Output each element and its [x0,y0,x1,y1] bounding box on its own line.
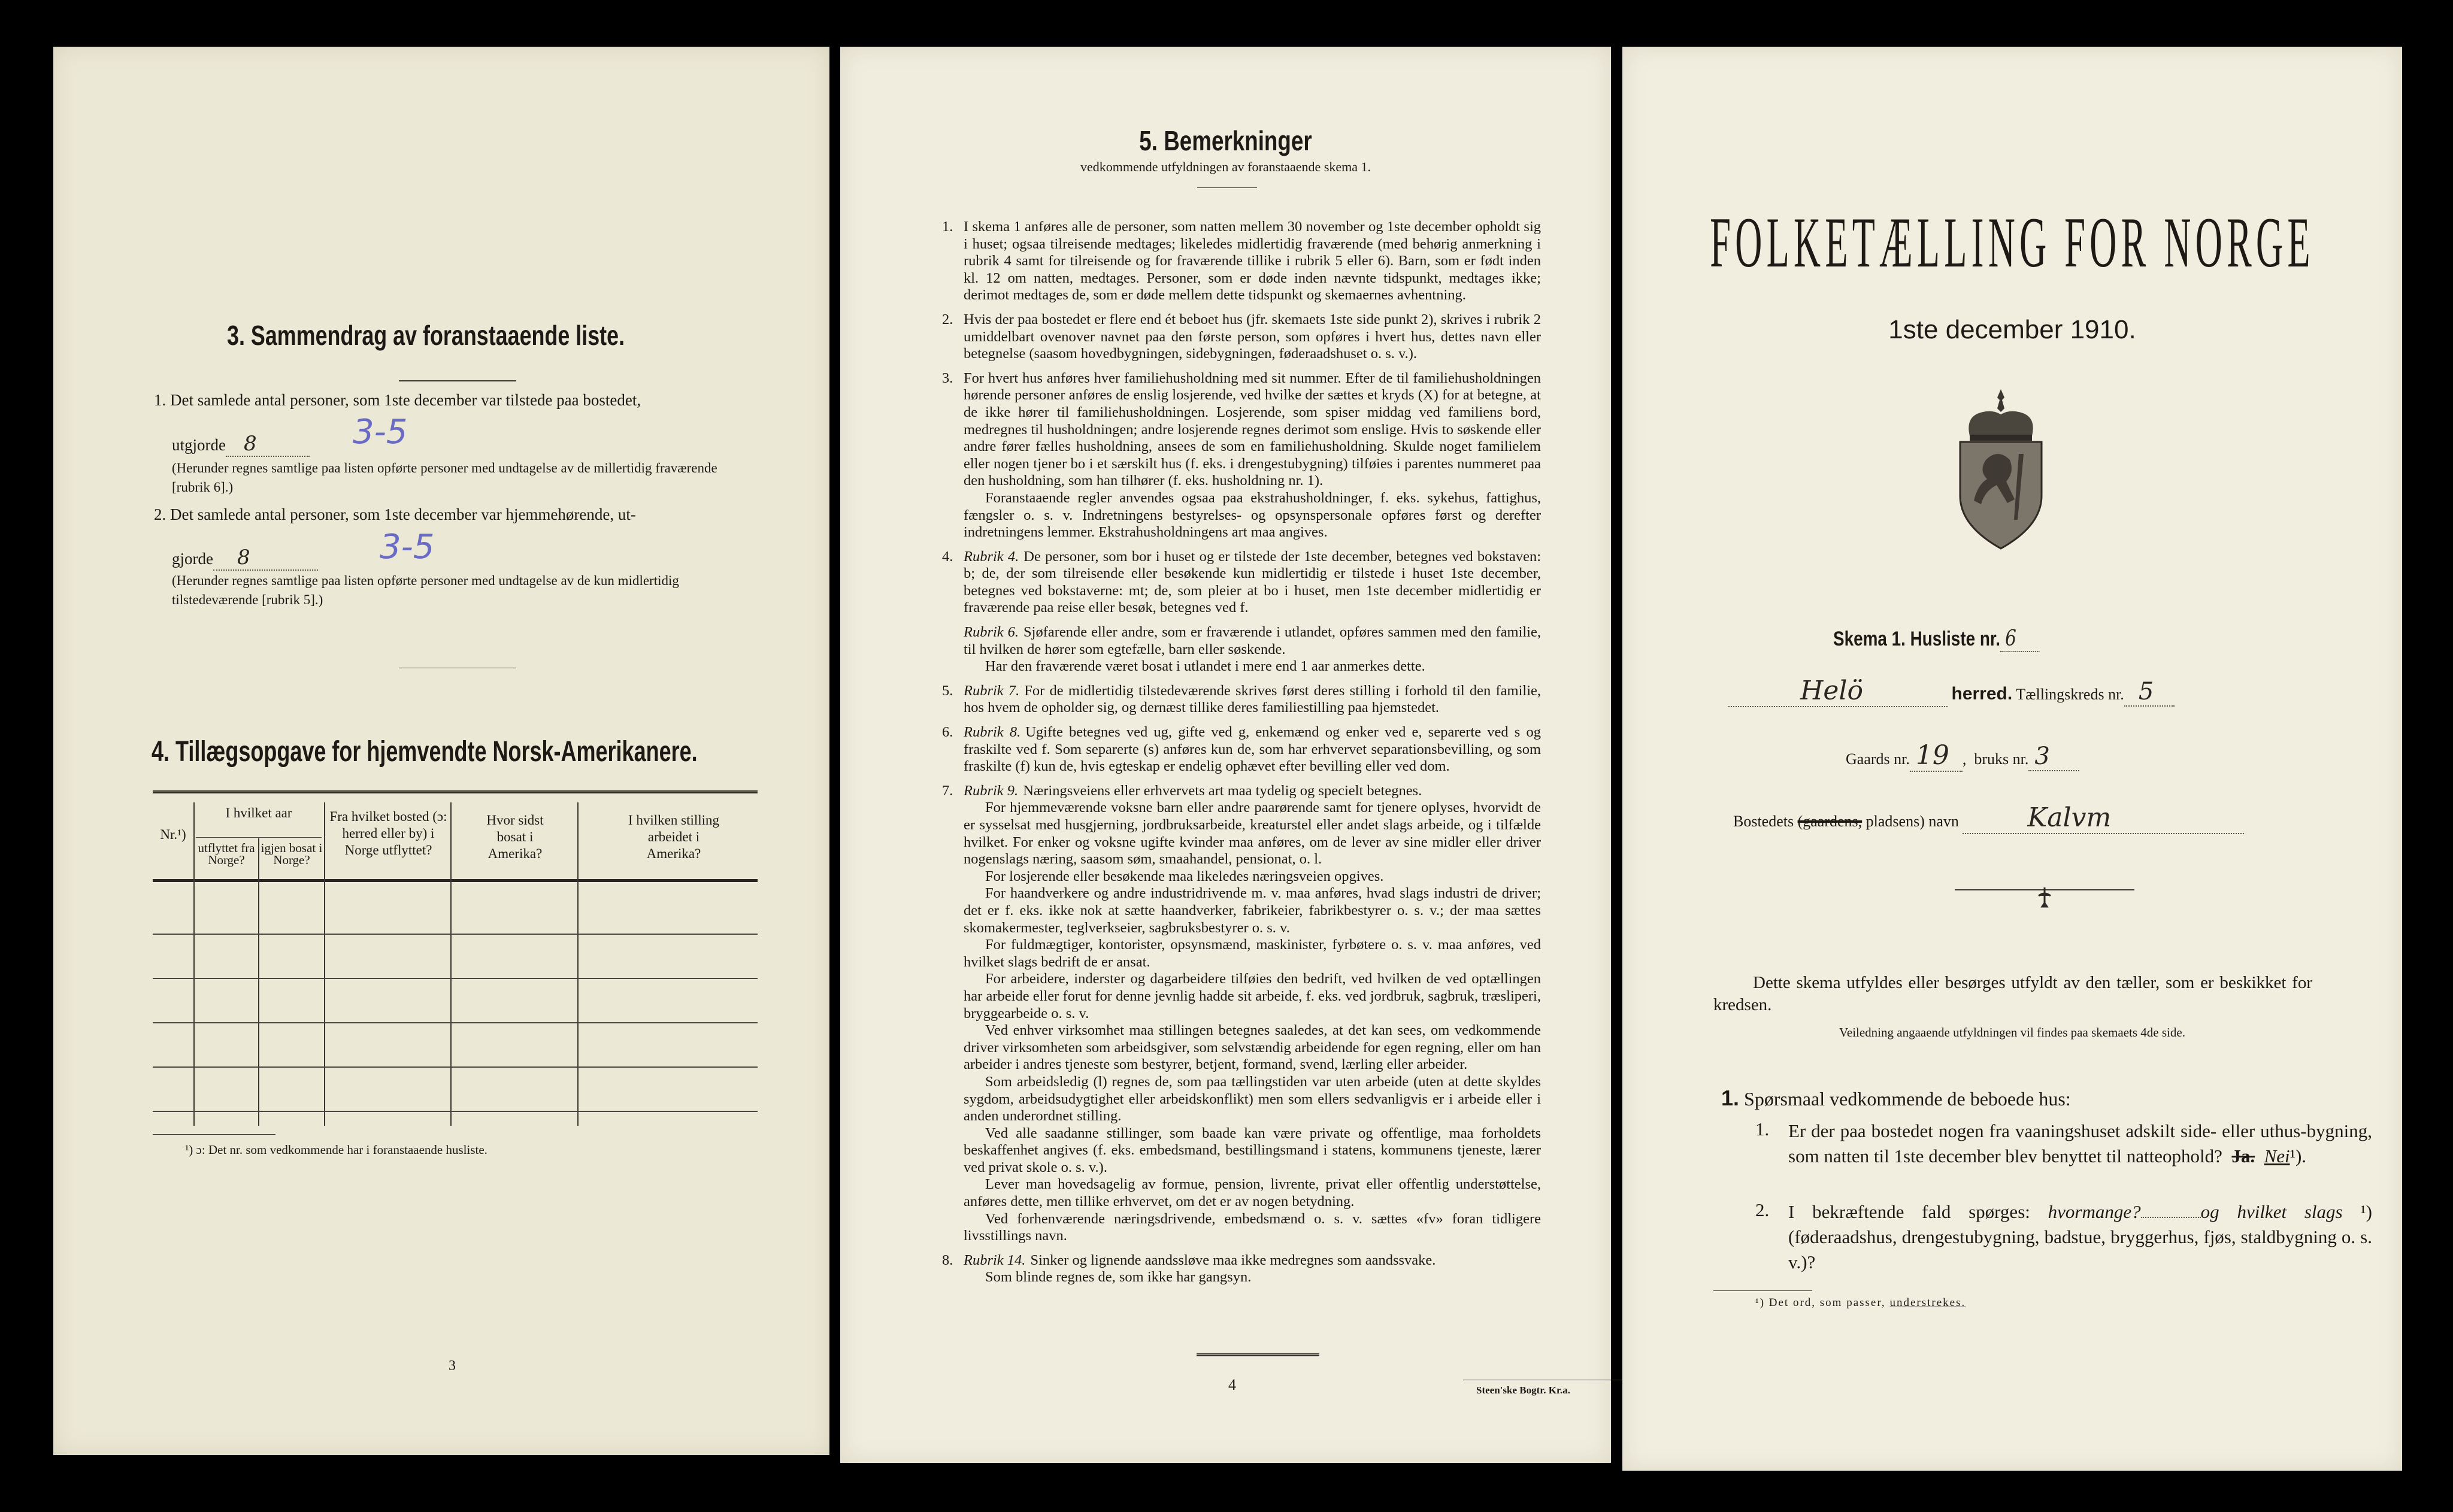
bosted-row [1733,802,2244,834]
col-igjen-bosat: igjen bosat i Norge? [261,841,323,867]
q1-nei-option[interactable]: Nei [2264,1146,2290,1166]
remark-text: Næringsveiens eller erhvervets art maa tydelig og specielt betegnes. [1023,782,1422,799]
q2-text: 2. Det samlede antal personer, som 1ste december var hjemmehørende, ut- [154,505,636,523]
remark-paragraph [942,1125,1541,1177]
column-line [324,802,325,1126]
page-4-remarks [840,47,1611,1463]
remarks-list [942,211,1541,1286]
remark-paragraph [942,311,1541,363]
q1-sup: ¹). [2290,1146,2307,1166]
q1-text: Er der paa bostedet nogen fra vaaningshuset adskilt side- eller uthus-bygning, som natten til 1ste december blev benyttet til natteophold? [1788,1120,2372,1166]
q2-label: gjorde [172,550,213,568]
question-1 [1788,1119,2372,1169]
remark-paragraph [942,937,1541,971]
remark-text: Lever man hovedsagelig av formue, pension, livrente, privat eller offentlig understøttelse, anføres dette, men tillike erhvervet, om det er av nogen betydning. [964,1176,1541,1210]
remark-paragraph [942,868,1541,886]
remark-text: Ugifte betegnes ved ug, gifte ved g, enkemænd og enker ved e, separerte ved s og fraskilte ved f. Som separerte (s) anføres kun de, som har erhvervet separationsbevilling, og som fraskilte (f) kun de, hvis egteskap er endelig ophævet efter bevilling eller ved dom. [964,724,1541,775]
q2-annotation: 3-5 [380,528,435,566]
section-3-title: 3. Sammendrag av foranstaaende liste. [227,320,625,351]
col-nr: Nr.¹) [160,827,186,842]
section-4-title: 4. Tillægsopgave for hjemvendte Norsk-Amerikanere. [152,736,698,768]
gaards-label: Gaards nr. [1846,750,1910,768]
kreds-field[interactable]: 5 [2124,678,2175,707]
group-rule [196,837,322,838]
remark-paragraph [942,783,1541,800]
divider [399,380,516,381]
col-hvor-bosat: Hvor sidst bosat i Amerika? [486,813,544,861]
q1-num: 1. [1755,1119,1770,1140]
gaards-field[interactable]: 19 [1910,740,1963,772]
col-group-year: I hvilket aar [225,805,292,820]
remark-paragraph [942,370,1541,490]
col-utflyttet: utflyttet fra Norge? [198,841,255,867]
column-line [258,838,259,1126]
remark-text: For fuldmægtiger, kontorister, opsynsmænd, maskinister, fyrbøtere o. s. v. maa anføres, ved hvilket slags bedrift de er ansat. [964,937,1541,970]
remark-paragraph [942,490,1541,541]
q2-note: (Herunder regnes samtlige paa listen opførte personer med undtagelse av de kun midlertidig tilstedeværende [rubrik 5].) [172,573,679,607]
remark-text: Ved forhenværende næringsdrivende, embedsmænd o. s. v. sættes «fv» foran tidligere livsstillings navn. [964,1210,1541,1244]
section-1-num: 1. [1721,1086,1740,1110]
remark-paragraph [942,724,1541,775]
remark-paragraph [942,799,1541,868]
remark-paragraph [942,971,1541,1022]
remark-paragraph [942,219,1541,304]
remark-paragraph [942,1211,1541,1245]
table-header-rule [153,879,758,882]
q2-hvormange-field[interactable] [2141,1217,2201,1218]
norsk-amerikanere-table [153,790,758,1126]
remark-paragraph [942,1022,1541,1074]
remarks-subtitle: vedkommende utfyldningen av foranstaaende skema 1. [1080,159,1371,174]
bosted-struck-word: (gaardens, [1797,813,1863,830]
table-row [153,1111,758,1112]
remark-text: For hvert hus anføres hver familiehusholdning med sit nummer. Efter de til familiehusholdningen hørende personer anføres de enslig losjerende, ved hvilke der sættes et kryds (X) for at betegne, at de ikke hører til familiehusholdningen. Losjerende, som spiser middag ved familiens bord, medregnes til husholdningen; andre losjerende regnes derimot som enslige. Hvis to søskende eller andre fører fælles husholdning, ansees de som en familiehusholdning. Skulde noget familielem eller nogen tjener bo i et særskilt hus (f. eks. i drengestubygning) tilføies i parentes nummeret paa den husholdning, som han tilhører (f. eks. husholdning nr. 1). [964,369,1541,489]
remark-paragraph [942,549,1541,617]
rubrik-label: Rubrik 6. [964,624,1019,641]
herred-row [1728,675,2300,707]
footnote-rule [1713,1290,1812,1291]
column-line [450,802,452,1126]
q2-num: 2. [1755,1199,1770,1220]
herred-field[interactable]: Helö [1728,675,1948,707]
remark-text: Sinker og lignende aandssløve maa ikke medregnes som aandssvake. [1030,1252,1436,1268]
q1-annotation: 3-5 [353,413,408,452]
remark-text: Ved alle saadanne stillinger, som baade kan være private og offentlige, maa forholdets beskaffenhet angives (f. eks. embedsmand, bestillingsmand i statens, kommunens tjeneste, lærer ved privat skole o. s. v.). [964,1125,1541,1175]
bosted-label-2: pladsens) navn [1866,813,1959,830]
remark-text: For arbeidere, inderster og dagarbeidere tilføies den bedrift, ved hvilken de ved optællingen har arbeide eller forut for denne jevnlig hadde sit arbeide, f. eks. ved jordbruk, sagbruk, træsliperi, bryggearbeide o. s. v. [964,971,1541,1022]
q1-label: utgjorde [172,436,226,454]
remark-paragraph [942,1074,1541,1125]
rubrik-label: Rubrik 14. [964,1252,1026,1268]
rubrik-label: Rubrik 9. [964,782,1019,799]
double-rule [1197,1353,1319,1356]
remark-text: Hvis der paa bostedet er flere end ét beboet hus (jfr. skemaets 1ste side punkt 2), skrives i rubrik 2 umiddelbart ovenover navnet paa den første person, som opføres i hvert hus, dettes navn eller betegnelse (saasom hovedbygningen, sidebygningen, føderaadshuset o. s. v.). [964,311,1541,362]
table-row [153,1022,758,1023]
rubrik-label: Rubrik 4. [964,548,1019,565]
husliste-nr-field[interactable]: 6 [2000,626,2040,652]
q1-ja-option[interactable]: Ja. [2231,1146,2255,1166]
footnote-underlined: understrekes. [1889,1296,1966,1309]
remark-paragraph [942,1176,1541,1210]
remark-paragraph [942,658,1541,675]
remark-paragraph [942,1269,1541,1286]
remark-text: De personer, som bor i huset og er tilstede der 1ste december, betegnes ved bokstaven: b; de, der som tilreisende eller besøkende kun midlertidig er tilstede i huset 1ste december, betegnes ved bokstaverne: mt; de, som pleier at bo i huset, men 1ste december midlertidig er fraværende paa reise eller besøk, betegnes ved f. [964,548,1542,616]
table-footnote: ¹) ɔ: Det nr. som vedkommende har i foranstaaende husliste. [185,1143,487,1157]
remark-number: 3. [942,369,953,386]
table-row [153,1066,758,1068]
q2-value[interactable]: 8 [213,546,318,571]
q1-value[interactable]: 8 [226,432,310,457]
q2-answer-row [172,546,318,571]
census-title: FOLKETÆLLING FOR NORGE [1710,202,2315,282]
remark-text: Sjøfarende eller andre, som er fraværende i utlandet, opføres sammen med den familie, til hvilken de hører som egtefælle, barn eller søskende. [964,624,1541,657]
census-date: 1ste december 1910. [1888,315,2136,344]
remark-text: Har den fraværende været bosat i utlandet i mere end 1 aar anmerkes dette. [985,658,1425,675]
remark-number: 5. [942,682,953,699]
remark-number: 1. [942,219,953,235]
page-number: 4 [1228,1376,1236,1393]
bosted-field[interactable]: Kalvm [1963,802,2244,834]
cover-footnote [1755,1296,1966,1310]
remark-text: I skema 1 anføres alle de personer, som natten mellem 30 november og 1ste december opholdt sig i huset; ogsaa tilreisende medtages; likeledes midlertidig fraværende (med behørig anmerkning i rubrik 4 samt for tilreisende og for fraværende tillike i rubrik 5 eller 6). Barn, som er født inden kl. 12 om natten, medtages. Personer, som er døde inden nævnte tidspunkt, medtages ikke; derimot medtages de, som er døde mellem dette tidspunkt og skemaernes avhentning. [964,219,1541,304]
q1-note: (Herunder regnes samtlige paa listen opførte personer med undtagelse av de millertidig fraværende [rubrik 6].) [172,460,717,495]
remark-text: Som arbeidsledig (l) regnes de, som paa tællingstiden var uten arbeide (uten at dette skyldes sygdom, arbeidsudygtighet eller arbeidskonflikt) men som ellers sedvanligvis er i arbeide eller i anden underordnet stilling. [964,1073,1541,1125]
bruks-label: bruks nr. [1974,750,2029,768]
page-3-summary [53,47,829,1455]
intro-text: Dette skema utfyldes eller besørges utfyldt av den tæller, som er beskikket for kredsen. [1713,973,2312,1014]
remark-text: For hjemmeværende voksne barn eller andre paarørende samt for tjenere oplyses, hvorvidt de er sysselsat med husgjerning, jordbruksarbeide, kreaturstel eller andet slags arbeide, og i tilfælde hvilket. For enker og voksne ugifte kvinder maa anføres, om de lever av sine midler eller driver nogenslags næring, saasom søm, smaahandel, pensionat, o. l. [964,799,1541,868]
table-top-rule [153,790,758,793]
remark-text: Foranstaaende regler anvendes ogsaa paa ekstrahusholdninger, f. eks. sykehus, fattighus, fængsler o. s. v. Indretningens bestyrelses- og opsynspersonale opføres først og derefter indretningens lemmer. Ekstrahusholdningens art maa angives. [964,489,1541,541]
column-line [577,802,579,1126]
table-row [153,978,758,979]
remark-number: 8. [942,1252,953,1268]
remark-number: 6. [942,724,953,741]
divider [1197,187,1257,188]
guidance-text: Veiledning angaaende utfyldningen vil findes paa skemaets 4de side. [1839,1025,2185,1040]
footnote-rule [153,1134,275,1135]
bruks-field[interactable]: 3 [2028,743,2079,771]
printer-imprint: Steen'ske Bogtr. Kr.a. [1476,1384,1570,1396]
q2-text-a: I bekræftende fald spørges: [1788,1201,2030,1222]
skema-heading [1833,626,2040,652]
remark-paragraph [942,683,1541,717]
remark-text: For losjerende eller besøkende maa likeledes næringsveien opgives. [985,868,1384,884]
rubrik-label: Rubrik 8. [964,724,1021,741]
skema-label: Skema 1. Husliste nr. [1833,628,2000,650]
q2-text-b: ¹) (føderaadshus, drengestubygning, badstue, bryggerhus, fjøs, staldbygning o. s. v.)? [1788,1201,2373,1272]
question-2 [1788,1199,2372,1275]
page-number: 3 [449,1358,456,1374]
remark-text: For de midlertidig tilstedeværende skrives først deres stilling i forhold til den familie, hos hvem de opholder sig, og dernæst tillike deres familiestilling paa hjemstedet. [964,682,1541,716]
col-fra-bosted: Fra hvilket bosted (ɔ: herred eller by) i Norge utflyttet? [329,809,447,857]
q1-text: 1. Det samlede antal personer, som 1ste december var tilstede paa bostedet, [154,391,641,409]
remark-number: 7. [942,782,953,799]
remark-paragraph [942,624,1541,658]
col-stilling: I hvilken stilling arbeidet i Amerika? [628,813,720,861]
section-1-title: Spørsmaal vedkommende de beboede hus: [1744,1088,2071,1110]
remark-text: Ved enhver virksomhet maa stillingen betegnes saaledes, at det kan sees, om vedkommende driver virksomheten som arbeidsgiver, som selvstændig arbeidende for egen regning, eller om han arbeider i andres tjeneste som bestyrer, betjent, formand, svend, lærling eller arbeider. [964,1022,1541,1073]
rubrik-label: Rubrik 7. [964,682,1020,699]
remarks-title: 5. Bemerkninger [1139,125,1312,156]
herred-label: herred. [1951,684,2013,704]
remark-paragraph [942,1252,1541,1269]
ornament-icon [1955,885,2134,909]
q2-hvormange: hvormange? [2048,1201,2141,1222]
remark-number: 4. [942,548,953,565]
footnote-text: ¹) Det ord, som passer, [1755,1296,1886,1309]
remark-text: For haandverkere og andre industridrivende m. v. maa anføres, hvad slags industri de driver; det er f. eks. ikke nok at sætte haandverker, fabrikeier, fabrikbestyrer o. s. v.; der maa sættes skomakermester, teglverkseier, sagbruksbestyrer o. s. v. [964,885,1541,936]
table-row [153,934,758,935]
page-1-cover [1622,47,2402,1471]
q2-slags: og hvilket slags [2200,1201,2343,1222]
bosted-label: Bostedets [1733,813,1794,830]
section-1-heading [1721,1086,2071,1111]
remark-text: Som blinde regnes de, som ikke har gangsyn. [985,1269,1252,1286]
kreds-label: Tællingskreds nr. [2016,686,2124,703]
remark-paragraph [942,885,1541,937]
gaards-row: Gaards nr. 19 , bruks nr. 3 [1846,740,2079,772]
coat-of-arms-icon [1953,388,2049,550]
q1-answer-row [172,432,310,457]
remark-number: 2. [942,311,953,328]
